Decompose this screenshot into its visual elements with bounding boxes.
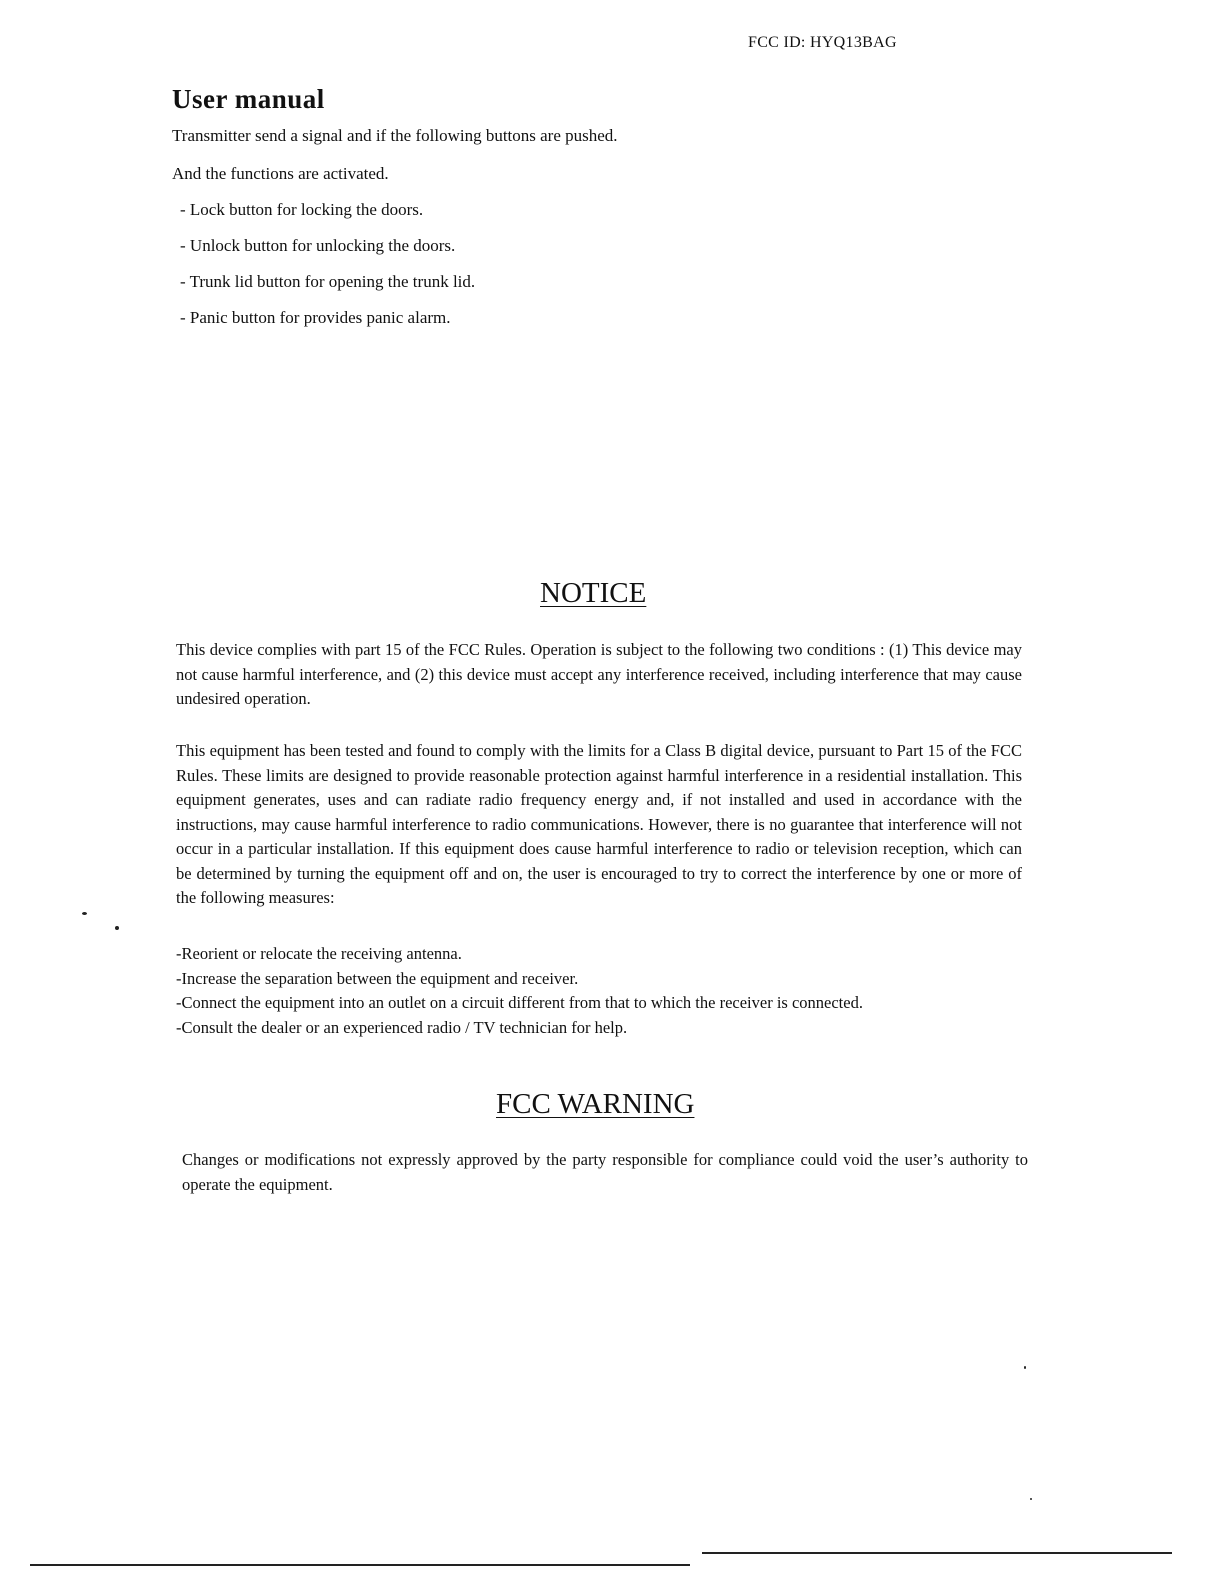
list-item: - Lock button for locking the doors. — [180, 200, 424, 219]
fcc-warning-paragraph: Changes or modifications not expressly approved by the party responsible for compliance could void the user’s authority to operate the equipment. — [182, 1150, 1028, 1194]
list-item: - Trunk lid button for opening the trunk lid. — [180, 272, 476, 291]
page-title: User manual — [172, 84, 325, 114]
notice-heading: NOTICE — [540, 577, 647, 609]
scan-speck — [1024, 1366, 1026, 1369]
notice-paragraph-1: This device complies with part 15 of the FCC Rules. Operation is subject to the following two conditions : (1) This device may not cause harmful interference, and (2) this device must accept any interference received, including interference that may cause undesired operation. — [176, 640, 1022, 708]
list-item: -Connect the equipment into an outlet on a circuit different from that to which the receiver is connected. — [176, 993, 863, 1012]
bottom-divider-right — [702, 1552, 1172, 1554]
list-item: -Reorient or relocate the receiving antenna. — [176, 944, 462, 963]
fcc-id-label: FCC ID: HYQ13BAG — [748, 34, 897, 51]
fcc-warning-heading: FCC WARNING — [496, 1088, 695, 1120]
notice-paragraph-2: This equipment has been tested and found to comply with the limits for a Class B digital device, pursuant to Part 15 of the FCC Rules. These limits are designed to provide reasonable protection against harmful interference in a residential installation. This equipment generates, uses and can radiate radio frequency energy and, if not installed and used in accordance with the instructions, may cause harmful interference to radio communications. However, there is no guarantee that interference will not occur in a particular installation. If this equipment does cause harmful interference to radio or television reception, which can be determined by turning the equipment off and on, the user is encouraged to try to correct the interference by one or more of the following measures: — [176, 741, 1022, 907]
scan-speck — [1030, 1498, 1032, 1500]
intro-line-2: And the functions are activated. — [172, 164, 389, 183]
button-function-list — [180, 199, 475, 343]
list-item: - Panic button for provides panic alarm. — [180, 308, 451, 327]
scan-speck — [82, 912, 87, 915]
bottom-divider-left — [30, 1564, 690, 1566]
intro-line-1: Transmitter send a signal and if the following buttons are pushed. — [172, 126, 618, 145]
list-item: - Unlock button for unlocking the doors. — [180, 236, 456, 255]
scan-speck — [115, 926, 119, 930]
list-item: -Consult the dealer or an experienced radio / TV technician for help. — [176, 1017, 628, 1037]
measures-list — [176, 942, 1022, 1040]
list-item: -Increase the separation between the equipment and receiver. — [176, 968, 579, 988]
